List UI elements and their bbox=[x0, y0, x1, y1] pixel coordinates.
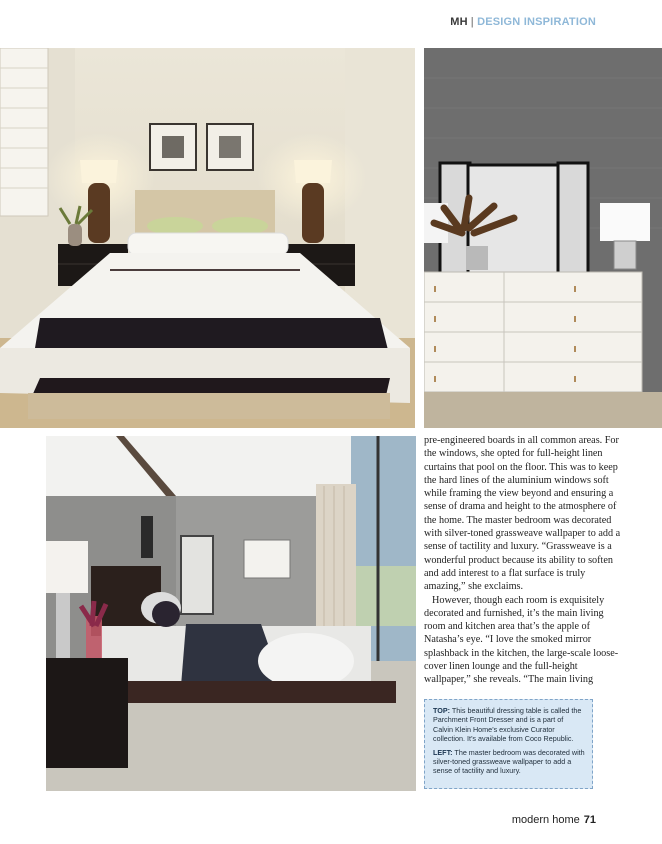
page-number: 71 bbox=[583, 814, 596, 826]
page-footer bbox=[512, 814, 596, 826]
caption-left bbox=[433, 748, 585, 776]
caption-top-label: TOP: bbox=[433, 706, 451, 715]
brand-mark: MH bbox=[450, 16, 468, 28]
caption-top-text: This beautiful dressing table is called the Parchment Front Dresser and is a part of Calvin Klein Home’s exclusive Curator collection. It’s available from Coco Republic. bbox=[433, 706, 582, 744]
magazine-name: modern home bbox=[511, 814, 580, 826]
photo-grey-bedroom bbox=[46, 436, 416, 791]
caption-left-label: LEFT: bbox=[433, 747, 453, 757]
photo-caption-box bbox=[424, 699, 593, 789]
header-separator: | bbox=[470, 16, 475, 28]
article-paragraph: However, though each room is exquisitely decorated and furnished, it’s the main living room and kitchen area that’s the apple of Natasha’s eye. “I love the smoked mirror splashback in the kitchen, the large-scale loose-cover linen lounge and the full-height wallpaper,” she reveals. “The main living bbox=[424, 594, 619, 686]
page-header bbox=[450, 16, 596, 28]
article-paragraph: pre-engineered boards in all common areas. For the windows, she opted for full-height linen curtains that pool on the floor. This was to keep the hard lines of the aluminium windows soft while framing the view beyond and ensuring a sense of drama and height to the atmosphere of the home. The master bedroom was decorated with silver-toned grassweave wallpaper to add a sense of tactility and luxury. “Grassweave is a wonderful product because its ability to soften and add interest to a flat surface is truly amazing,” she exclaims. bbox=[424, 435, 621, 593]
caption-left-text: The master bedroom was decorated with silver-toned grassweave wallpaper to add a sense of tactility and luxury. bbox=[433, 747, 585, 776]
caption-top bbox=[433, 706, 585, 744]
section-category: DESIGN INSPIRATION bbox=[477, 16, 596, 28]
photo-cream-bedroom bbox=[0, 48, 415, 428]
article-body bbox=[424, 434, 624, 687]
photo-dresser bbox=[424, 48, 662, 428]
